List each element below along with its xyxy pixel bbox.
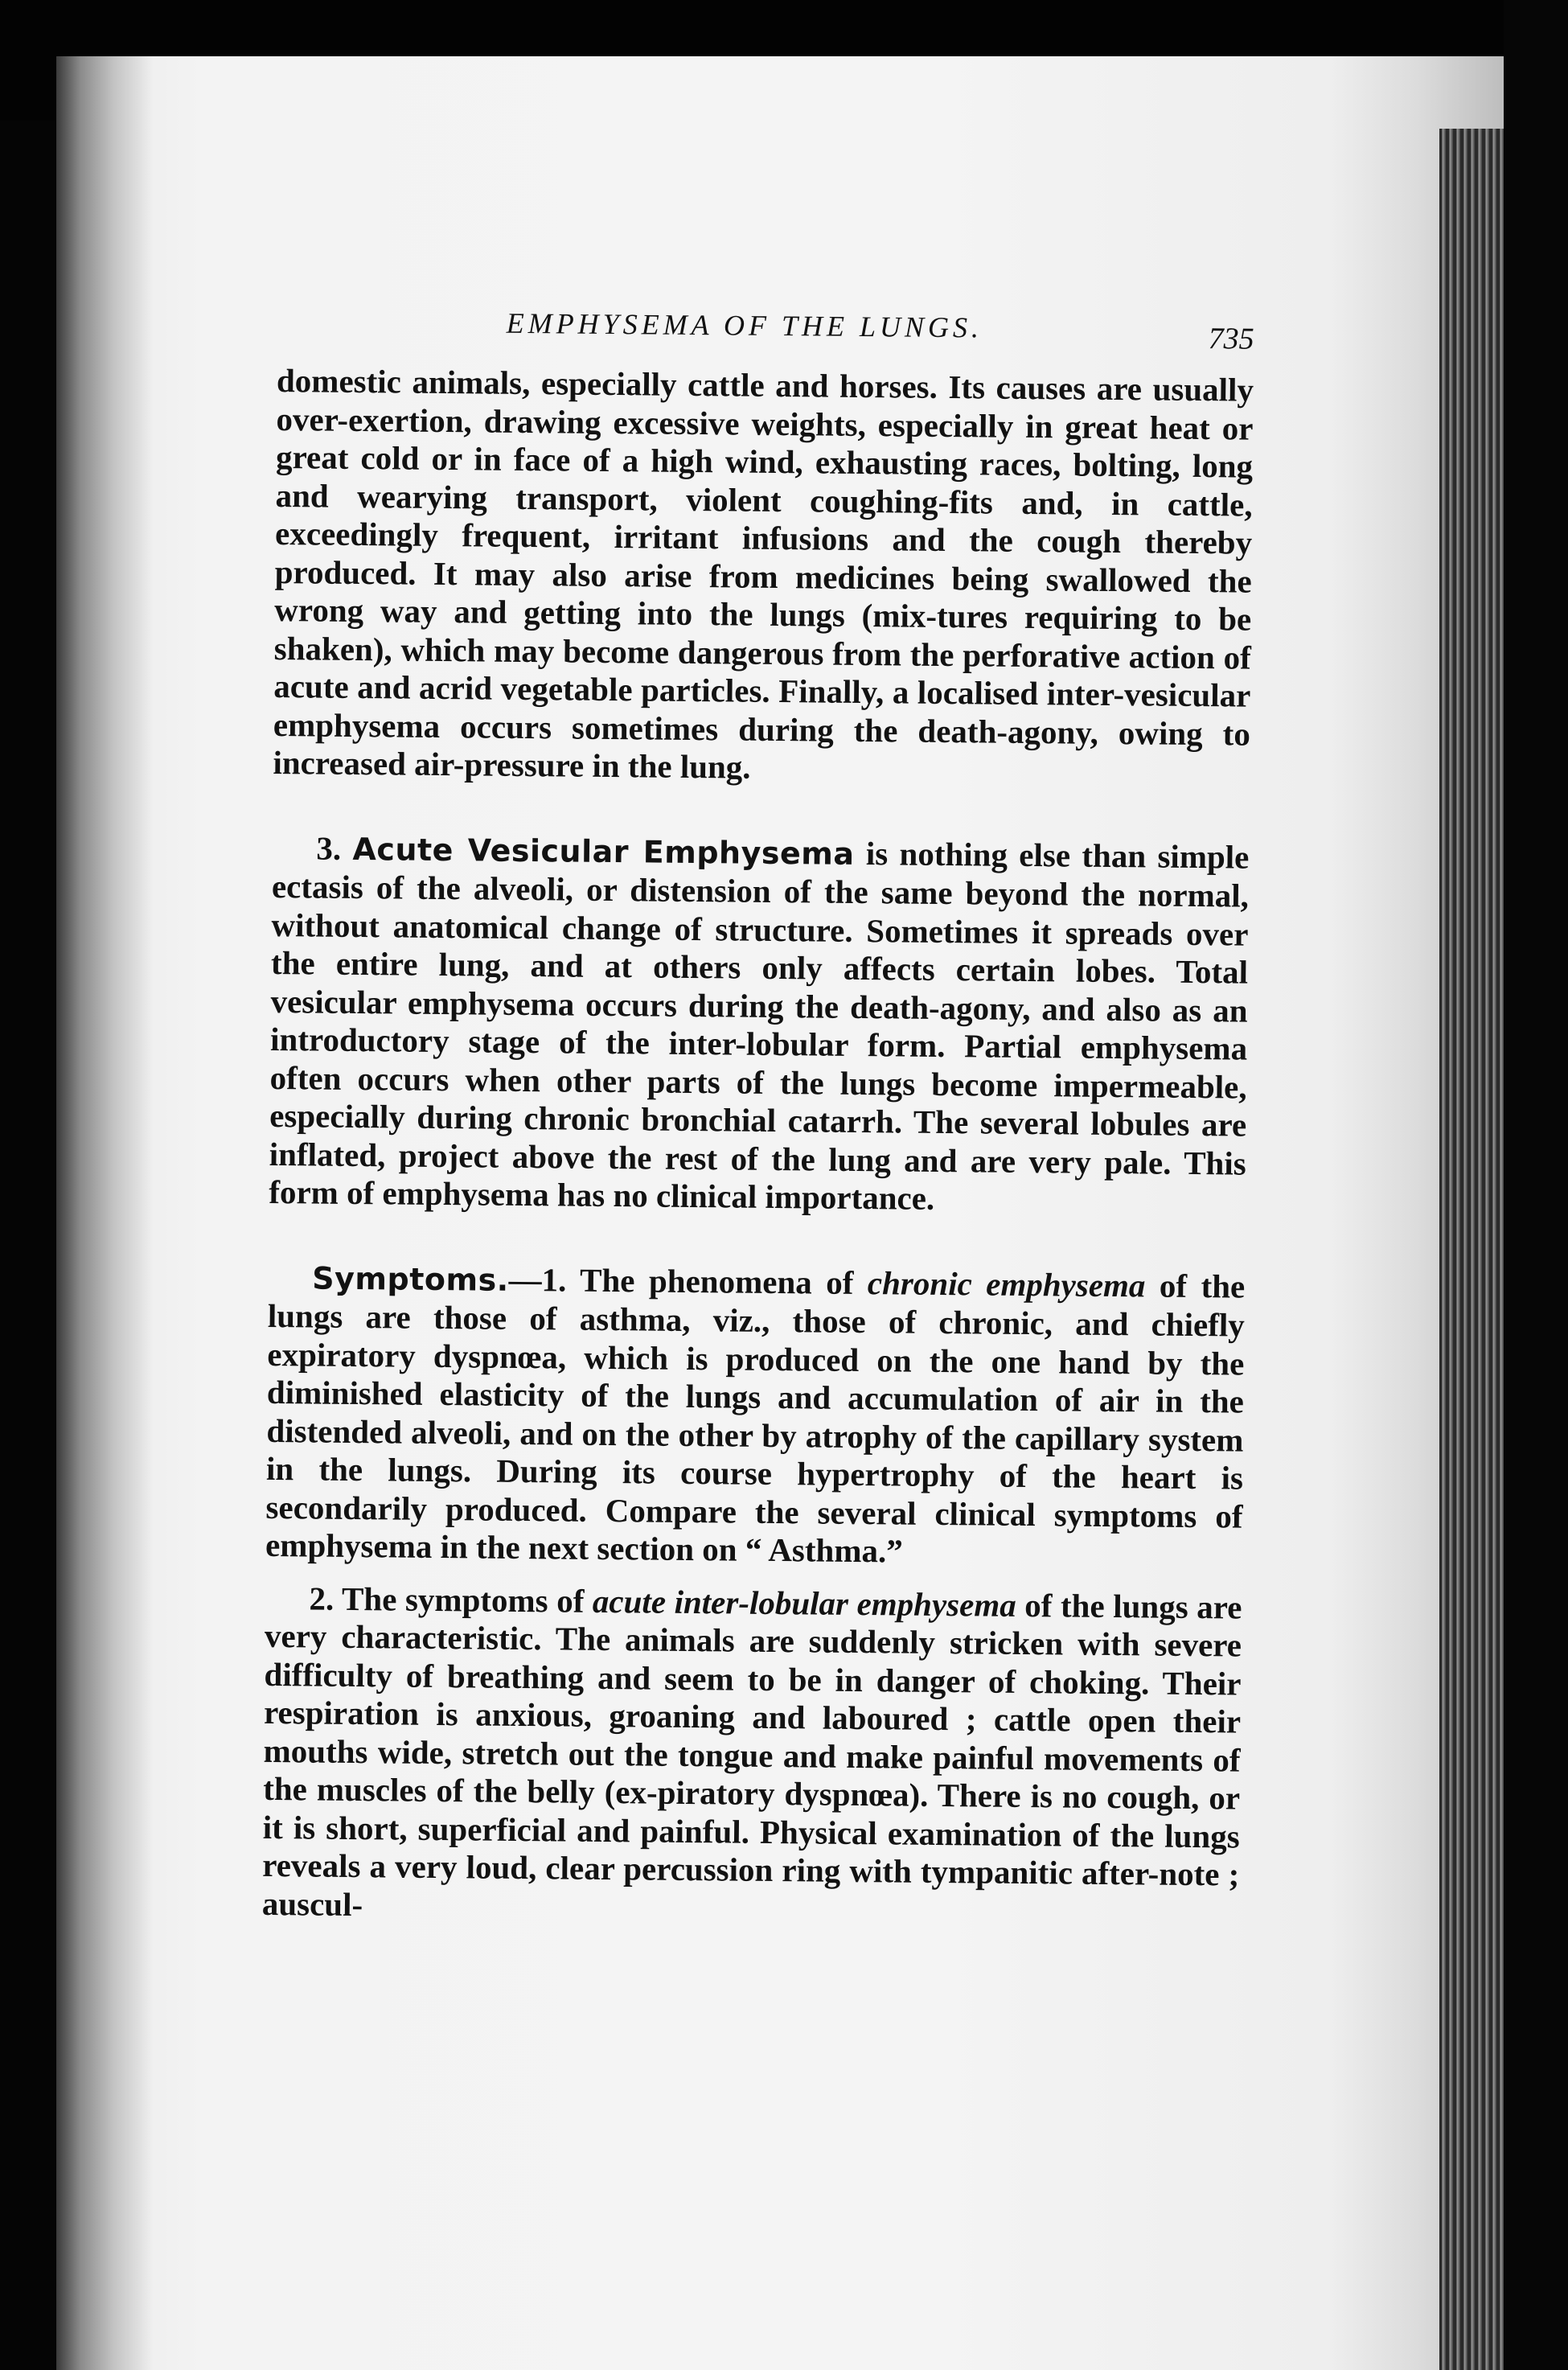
page-number: 735 [1208,322,1254,356]
section-number: 3. [316,828,342,867]
paragraph-symptoms-acute [262,1579,1242,1932]
page-fore-edge [1439,129,1504,2370]
running-head [277,298,1254,364]
section-heading: Symptoms. [312,1259,509,1298]
paragraph-text: is nothing else than simple ectasis of the alveoli, or distension of the same beyond the normal, without anatomical change of structure. Sometimes it spreads over the entire lung, and at others only affects certain lobes. Total vesicular emphysema occurs during the death-agony, and also as an introductory stage of the inter-lobular form. Partial emphysema often occurs when other parts of the lungs become impermeable, especially during chronic bronchial catarrh. The several lobules are inflated, project above the rest of the lung and are very pale. This form of emphysema has no clinical importance. [269,834,1250,1217]
paragraph-acute-vesicular [269,828,1250,1221]
italic-term: chronic emphysema [867,1263,1146,1304]
page-text-block [262,298,1254,1933]
italic-term: acute inter-lobular emphysema [592,1582,1016,1624]
scan-right-border [1504,0,1568,2370]
paragraph-symptoms-chronic [265,1258,1246,1574]
running-title: EMPHYSEMA OF THE LUNGS. [506,306,983,344]
paragraph-text: of the lungs are those of asthma, viz., those of chronic, and chiefly expiratory dyspnœa, which is produced on the one hand by the diminished elasticity of the lungs and accumulation of air in the distended alveoli, and on the other by atrophy of the capillary system in the lungs. During its course hypertrophy of the heart is secondarily produced. Compare the several clinical symptoms of emphysema in the next section on “ Asthma.” [265,1266,1246,1570]
paragraph-lead: —1. The phenomena of [508,1260,868,1301]
section-heading: Acute Vesicular Emphysema [352,831,855,872]
paragraph-causes [273,362,1254,791]
paragraph-text: domestic animals, especially cattle and horses. Its causes are usually over-exertion, drawing excessive weights, especially in great heat or great cold or in face of a high wind, exhausting races, bolting, long and wearying transport, violent coughing-fits and, in cattle, exceedingly frequent, irritant infusions and the cough thereby produced. It may also arise from medicines being swallowed the wrong way and getting into the lungs (mix-tures requiring to be shaken), which may become dangerous from the perforative action of acute and acrid vegetable particles. Finally, a localised inter-vesicular emphysema occurs sometimes during the death-agony, owing to increased air-pressure in the lung. [273,361,1254,786]
paragraph-lead: 2. The symptoms of [309,1579,593,1620]
page-gutter-shadow [56,56,153,2370]
paragraph-indent [272,858,316,859]
paragraph-indent [265,1608,309,1609]
paragraph-text: of the lungs are very characteristic. The animals are suddenly stricken with severe difficulty of breathing and seem to be in danger of choking. Their respiration is anxious, groaning and laboured ; cattle open their mouths wide, stretch out the tongue and make painful movements of the muscles of the belly (ex-piratory dyspnœa). There is no cough, or it is short, superficial and painful. Physical examination of the lungs reveals a very loud, clear percussion ring with tympanitic after-note ; auscul- [261,1586,1242,1923]
